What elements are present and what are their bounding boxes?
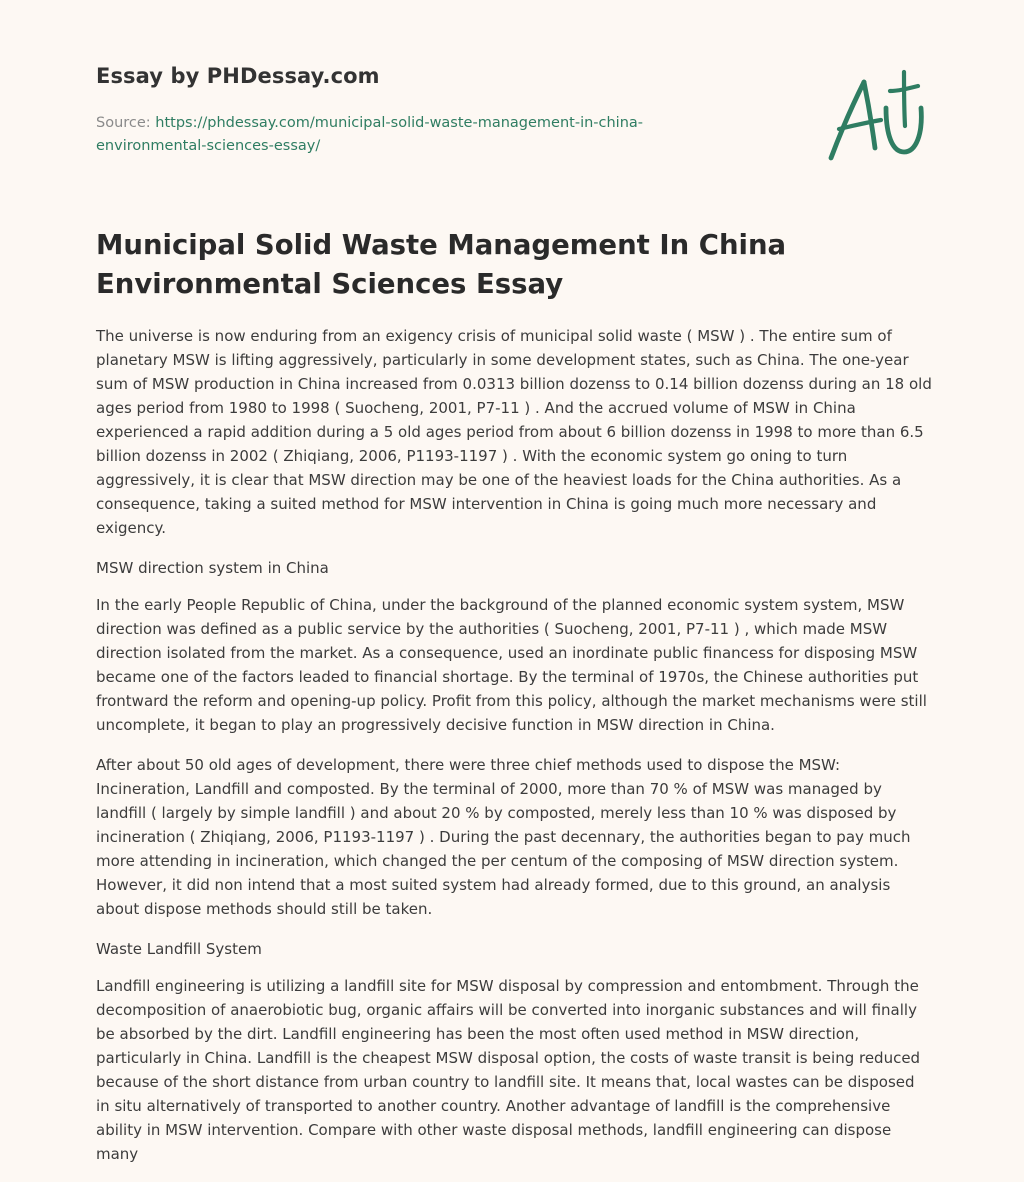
source-label: Source:	[96, 115, 151, 131]
source-link[interactable]: https://phdessay.com/municipal-solid-waste-management-in-china-environmental-sciences-essay/	[96, 115, 644, 154]
source-line	[96, 112, 716, 158]
essay-paragraph: The universe is now enduring from an exigency crisis of municipal solid waste ( MSW ) . The entire sum of planetary MSW is lifting aggressively, particularly in some development states, such as China. The one-year sum of MSW production in China increased from 0.0313 billion dozenss to 0.14 billion dozenss during an 18 old ages period from 1980 to 1998 ( Suocheng, 2001, P7-11 ) . And the accrued volume of MSW in China experienced a rapid addition during a 5 old ages period from about 6 billion dozenss in 1998 to more than 6.5 billion dozenss in 2002 ( Zhiqiang, 2006, P1193-1197 ) . With the economic system go oning to turn aggressively, it is clear that MSW direction may be one of the heaviest loads for the China authorities. As a consequence, taking a suited method for MSW intervention in China is going much more necessary and exigency.	[96, 327, 932, 537]
essay-paragraph: After about 50 old ages of development, there were three chief methods used to dispose the MSW: Incineration, Landfill and composted. By the terminal of 2000, more than 70 % of MSW was managed by landfill ( largely by simple landfill ) and about 20 % by composted, merely less than 10 % was disposed by incineration ( Zhiqiang, 2006, P1193-1197 ) . During the past decennary, the authorities began to pay much more attending in incineration, which changed the per centum of the composing of MSW direction system. However, it did non intend that a most suited system had already formed, due to this ground, an analysis about dispose methods should still be taken.	[96, 756, 911, 918]
essay-body	[96, 324, 932, 1182]
essay-paragraph: Landfill engineering is utilizing a landfill site for MSW disposal by compression and entombment. Through the decomposition of anaerobiotic bug, organic affairs will be converted into inorganic substances and will finally be absorbed by the dirt. Landfill engineering has been the most often used method in MSW direction, particularly in China. Landfill is the cheapest MSW disposal option, the costs of waste transit is being reduced because of the short distance from urban country to landfill site. It means that, local wastes can be disposed in situ alternatively of transported to another country. Another advantage of landfill is the comprehensive ability in MSW intervention. Compare with other waste disposal methods, landfill engineering can dispose many	[96, 977, 921, 1163]
section-heading: MSW direction system in China	[96, 559, 329, 577]
essay-paragraph: In the early People Republic of China, under the background of the planned economic system system, MSW direction was defined as a public service by the authorities ( Suocheng, 2001, P7-11 ) , which made MSW direction isolated from the market. As a consequence, used an inordinate public financess for disposing MSW became one of the factors leaded to financial shortage. By the terminal of 1970s, the Chinese authorities put frontward the reform and opening-up policy. Profit from this policy, although the market mechanisms were still uncomplete, it began to play an progressively decisive function in MSW direction in China.	[96, 596, 927, 734]
essay-title: Municipal Solid Waste Management In China Environmental Sciences Essay	[96, 229, 787, 300]
section-heading: Waste Landfill System	[96, 940, 262, 958]
site-title: Essay by PHDessay.com	[96, 64, 380, 88]
a-plus-logo-icon[interactable]	[826, 68, 926, 163]
